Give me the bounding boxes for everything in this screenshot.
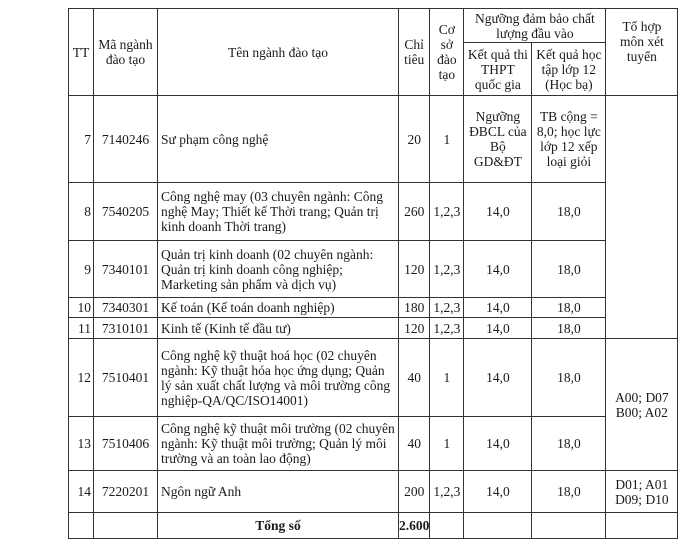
row-name: Sư phạm công nghệ xyxy=(158,96,399,183)
row-code: 7310101 xyxy=(94,318,158,339)
empty-cell xyxy=(606,513,678,539)
header-combo: Tổ hợp môn xét tuyển xyxy=(606,9,678,96)
row-tt: 11 xyxy=(69,318,94,339)
row-hocba: TB cộng = 8,0; học lực lớp 12 xếp loại giỏi xyxy=(532,96,606,183)
row-code: 7540205 xyxy=(94,183,158,241)
row-campus: 1 xyxy=(430,96,464,183)
row-code: 7510406 xyxy=(94,417,158,471)
row-tt: 9 xyxy=(69,241,94,298)
row-tt: 10 xyxy=(69,298,94,318)
row-quota: 180 xyxy=(399,298,430,318)
combo-rows-7-11 xyxy=(606,96,678,339)
table-row xyxy=(69,417,678,471)
row-thpt: 14,0 xyxy=(464,241,532,298)
row-code: 7340101 xyxy=(94,241,158,298)
row-thpt: 14,0 xyxy=(464,417,532,471)
header-code: Mã ngành đào tạo xyxy=(94,9,158,96)
table-row xyxy=(69,241,678,298)
row-tt: 8 xyxy=(69,183,94,241)
row-hocba: 18,0 xyxy=(532,339,606,417)
table-row xyxy=(69,183,678,241)
row-thpt: 14,0 xyxy=(464,339,532,417)
row-hocba: 18,0 xyxy=(532,241,606,298)
empty-cell xyxy=(464,513,532,539)
row-campus: 1 xyxy=(430,417,464,471)
total-quota: 2.600 xyxy=(399,513,430,539)
header-name: Tên ngành đào tạo xyxy=(158,9,399,96)
row-thpt: 14,0 xyxy=(464,471,532,513)
row-tt: 12 xyxy=(69,339,94,417)
row-thpt: Ngưỡng ĐBCL của Bộ GD&ĐT xyxy=(464,96,532,183)
row-campus: 1 xyxy=(430,339,464,417)
row-name: Kế toán (Kế toán doanh nghiệp) xyxy=(158,298,399,318)
row-quota: 40 xyxy=(399,339,430,417)
row-tt: 7 xyxy=(69,96,94,183)
row-quota: 20 xyxy=(399,96,430,183)
row-hocba: 18,0 xyxy=(532,417,606,471)
header-tt: TT xyxy=(69,9,94,96)
row-code: 7340301 xyxy=(94,298,158,318)
row-name: Công nghệ may (03 chuyên ngành: Công nghệ May; Thiết kế Thời trang; Quản trị kinh doanh Thời trang) xyxy=(158,183,399,241)
row-thpt: 14,0 xyxy=(464,318,532,339)
table-row xyxy=(69,471,678,513)
row-thpt: 14,0 xyxy=(464,183,532,241)
row-quota: 120 xyxy=(399,241,430,298)
row-name: Công nghệ kỹ thuật môi trường (02 chuyên ngành: Kỹ thuật môi trường; Quản lý môi trường và an toàn lao động) xyxy=(158,417,399,471)
row-campus: 1,2,3 xyxy=(430,183,464,241)
row-name: Quản trị kinh doanh (02 chuyên ngành: Quản trị kinh doanh công nghiệp; Marketing sản phẩm và dịch vụ) xyxy=(158,241,399,298)
total-row xyxy=(69,513,678,539)
table-row xyxy=(69,298,678,318)
row-campus: 1,2,3 xyxy=(430,241,464,298)
header-thpt: Kết quả thi THPT quốc gia xyxy=(464,43,532,96)
total-label: Tổng số xyxy=(158,513,399,539)
table-row xyxy=(69,318,678,339)
table-row xyxy=(69,96,678,183)
row-quota: 120 xyxy=(399,318,430,339)
row-campus: 1,2,3 xyxy=(430,298,464,318)
combo-rows-12-13: A00; D07 B00; A02 xyxy=(606,339,678,471)
row-name: Kinh tế (Kinh tế đầu tư) xyxy=(158,318,399,339)
empty-cell xyxy=(94,513,158,539)
row-hocba: 18,0 xyxy=(532,471,606,513)
row-tt: 14 xyxy=(69,471,94,513)
row-name: Ngôn ngữ Anh xyxy=(158,471,399,513)
row-code: 7220201 xyxy=(94,471,158,513)
row-quota: 40 xyxy=(399,417,430,471)
row-quota: 200 xyxy=(399,471,430,513)
row-thpt: 14,0 xyxy=(464,298,532,318)
header-threshold: Ngưỡng đảm bảo chất lượng đầu vào xyxy=(464,9,606,43)
row-campus: 1,2,3 xyxy=(430,471,464,513)
row-hocba: 18,0 xyxy=(532,318,606,339)
row-code: 7140246 xyxy=(94,96,158,183)
row-tt: 13 xyxy=(69,417,94,471)
row-hocba: 18,0 xyxy=(532,298,606,318)
admission-table xyxy=(68,8,678,539)
header-campus: Cơ sở đào tạo xyxy=(430,9,464,96)
combo-row-14: D01; A01 D09; D10 xyxy=(606,471,678,513)
row-name: Công nghệ kỹ thuật hoá học (02 chuyên ngành: Kỹ thuật hóa học ứng dụng; Quản lý sản xuất chất lượng và môi trường công nghiệp-QA/QC/ISO14001) xyxy=(158,339,399,417)
empty-cell xyxy=(430,513,464,539)
empty-cell xyxy=(69,513,94,539)
row-hocba: 18,0 xyxy=(532,183,606,241)
header-quota: Chỉ tiêu xyxy=(399,9,430,96)
header-hocba: Kết quả học tập lớp 12 (Học bạ) xyxy=(532,43,606,96)
empty-cell xyxy=(532,513,606,539)
table-row xyxy=(69,339,678,417)
row-campus: 1,2,3 xyxy=(430,318,464,339)
row-quota: 260 xyxy=(399,183,430,241)
row-code: 7510401 xyxy=(94,339,158,417)
